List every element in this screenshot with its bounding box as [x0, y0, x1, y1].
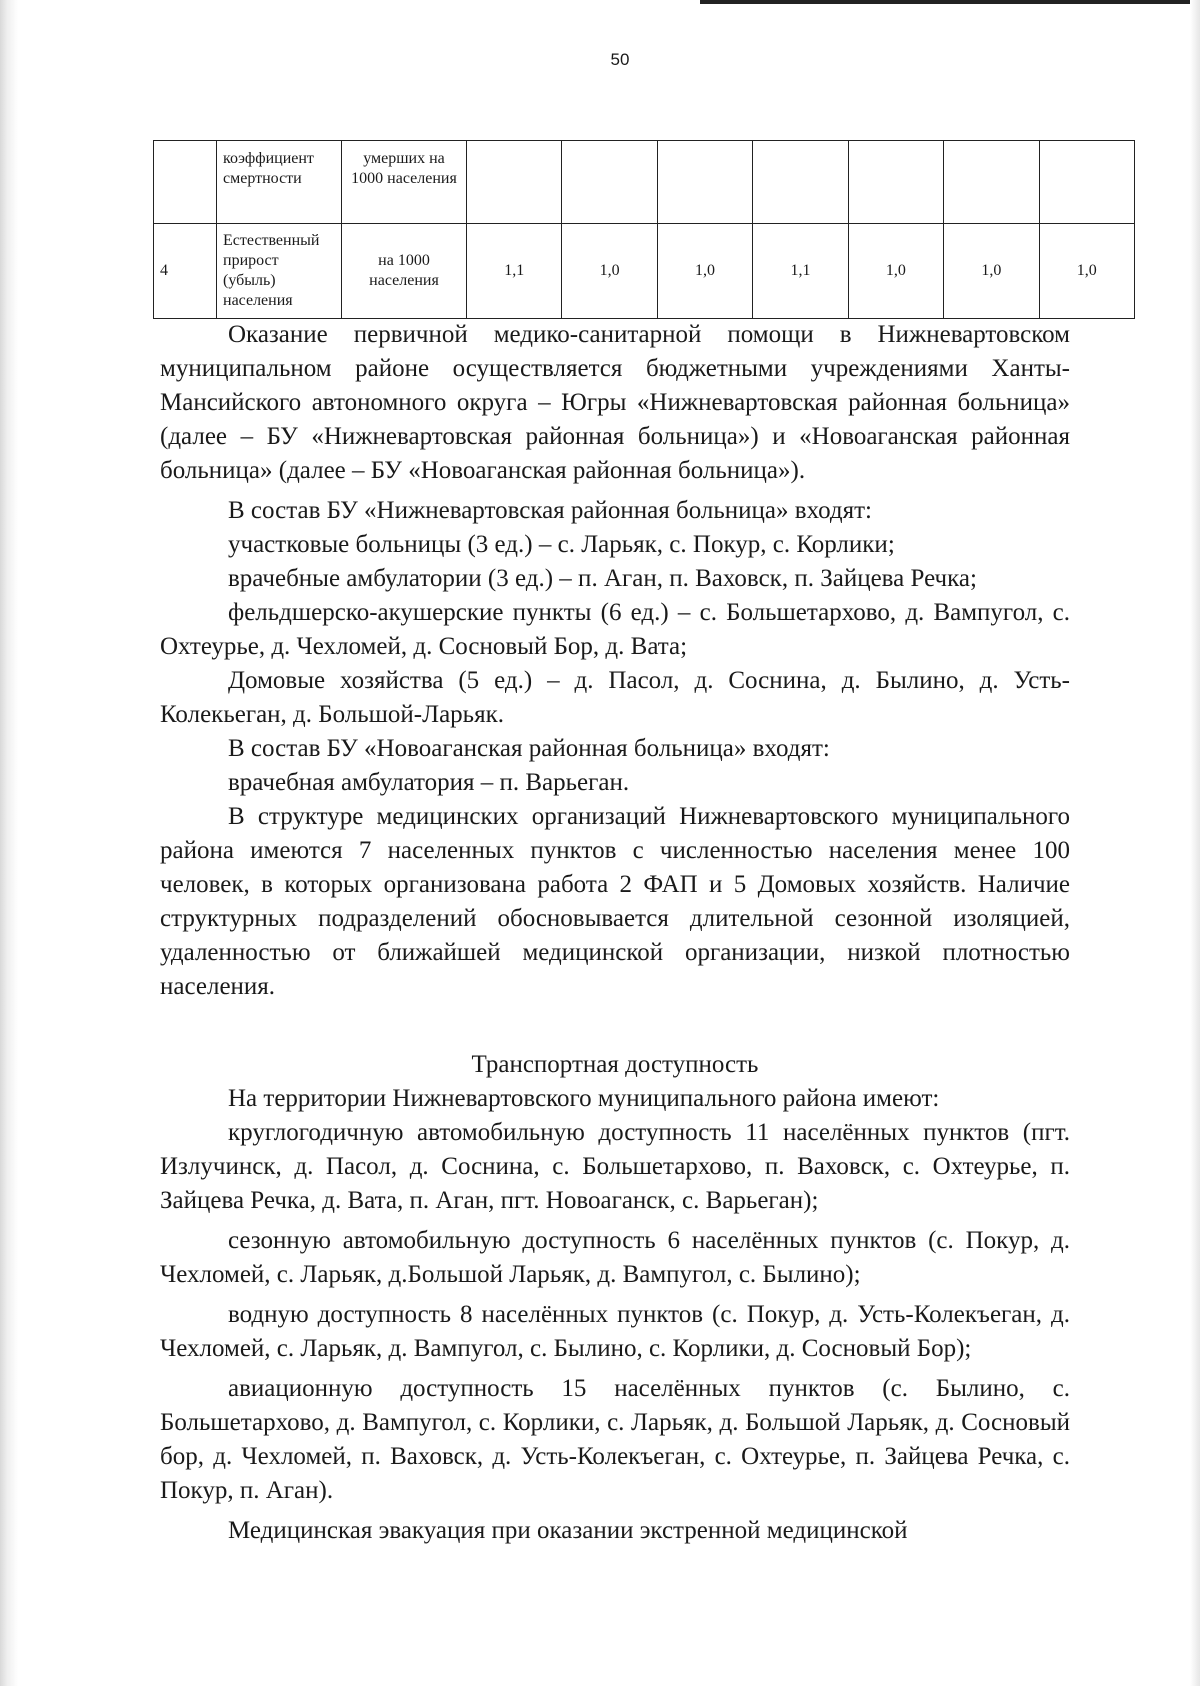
table-cell-value: 1,0	[1039, 224, 1134, 319]
paragraph: Оказание первичной медико-санитарной помощи в Нижневартовском муниципальном районе осуществляется бюджетными учреждениями Ханты-Мансийского автономного округа – Югры «Нижневартовская районная больница» (далее – БУ «Нижневартовская районная больница») и «Новоаганская районная больница» (далее – БУ «Новоаганская районная больница»).	[160, 321, 1070, 484]
document-body	[160, 318, 1070, 1548]
table-cell-indicator: коэффициент смертности	[217, 141, 342, 224]
page-number: 50	[610, 50, 630, 69]
paragraph: участковые больницы (3 ед.) – с. Ларьяк, с. Покур, с. Корлики;	[228, 531, 895, 558]
paragraph: врачебная амбулатория – п. Варьеган.	[228, 769, 630, 796]
table-cell-value	[1039, 141, 1134, 224]
paragraph: В состав БУ «Новоаганская районная больница» входят:	[228, 735, 830, 762]
scan-right-edge	[1190, 0, 1200, 1686]
table-cell-value	[848, 141, 943, 224]
paragraph: авиационную доступность 15 населённых пунктов (с. Былино, с. Большетархово, д. Вампугол, с. Корлики, с. Ларьяк, д. Большой Ларьяк, д. Сосновый бор, д. Чехломей, п. Ваховск, д. Усть-Колекъеган, с. Охтеурье, п. Зайцева Речка, с. Покур, п. Аган).	[160, 1375, 1070, 1504]
statistics-table	[153, 140, 1135, 319]
scan-top-edge	[700, 0, 1200, 4]
paragraph: фельдшерско-акушерские пункты (6 ед.) – с. Большетархово, д. Вампугол, с. Охтеурье, д. Чехломей, д. Сосновый Бор, д. Вата;	[160, 599, 1070, 660]
scan-left-edge	[0, 0, 18, 1686]
paragraph: Медицинская эвакуация при оказании экстренной медицинской	[228, 1517, 908, 1544]
paragraph: врачебные амбулатории (3 ед.) – п. Аган, п. Ваховск, п. Зайцева Речка;	[228, 565, 977, 592]
table-cell-value: 1,0	[944, 224, 1039, 319]
table-cell-number: 4	[154, 224, 217, 319]
table-cell-value: 1,1	[467, 224, 562, 319]
table-cell-value: 1,0	[848, 224, 943, 319]
paragraph: На территории Нижневартовского муниципального района имеют:	[228, 1085, 940, 1112]
table-row	[154, 141, 1135, 224]
table-cell-value	[562, 141, 657, 224]
table-cell-value: 1,1	[753, 224, 848, 319]
table-cell-value	[467, 141, 562, 224]
paragraph: Домовые хозяйства (5 ед.) – д. Пасол, д. Соснина, д. Былино, д. Усть-Колекьеган, д. Большой-Ларьяк.	[160, 667, 1070, 728]
paragraph: круглогодичную автомобильную доступность 11 населённых пунктов (пгт. Излучинск, д. Пасол, д. Соснина, с. Большетархово, п. Ваховск, с. Охтеурье, п. Зайцева Речка, д. Вата, п. Аган, пгт. Новоаганск, с. Варьеган);	[160, 1119, 1070, 1214]
table-cell-value	[657, 141, 752, 224]
table-cell-value: 1,0	[657, 224, 752, 319]
table-row	[154, 224, 1135, 319]
paragraph: В структуре медицинских организаций Нижневартовского муниципального района имеются 7 населенных пунктов с численностью населения менее 100 человек, в которых организована работа 2 ФАП и 5 Домовых хозяйств. Наличие структурных подразделений обосновывается длительной сезонной изоляцией, удаленностью от ближайшей медицинской организации, низкой плотностью населения.	[160, 803, 1070, 1000]
table-cell-value	[944, 141, 1039, 224]
section-title: Транспортная доступность	[471, 1051, 759, 1078]
paragraph: водную доступность 8 населённых пунктов (с. Покур, д. Усть-Колекъеган, д. Чехломей, с. Ларьяк, д. Вампугол, с. Былино, с. Корлики, д. Сосновый Бор);	[160, 1301, 1070, 1362]
paragraph: В состав БУ «Нижневартовская районная больница» входят:	[228, 497, 872, 524]
table-cell-unit: умерших на 1000 населения	[342, 141, 467, 224]
table-cell-value	[753, 141, 848, 224]
table-cell-number	[154, 141, 217, 224]
table-cell-unit: на 1000 населения	[342, 224, 467, 319]
table-cell-indicator: Естественный прирост (убыль) населения	[217, 224, 342, 319]
table-cell-value: 1,0	[562, 224, 657, 319]
paragraph: сезонную автомобильную доступность 6 населённых пунктов (с. Покур, д. Чехломей, с. Ларьяк, д.Большой Ларьяк, д. Вампугол, с. Былино);	[160, 1227, 1070, 1288]
